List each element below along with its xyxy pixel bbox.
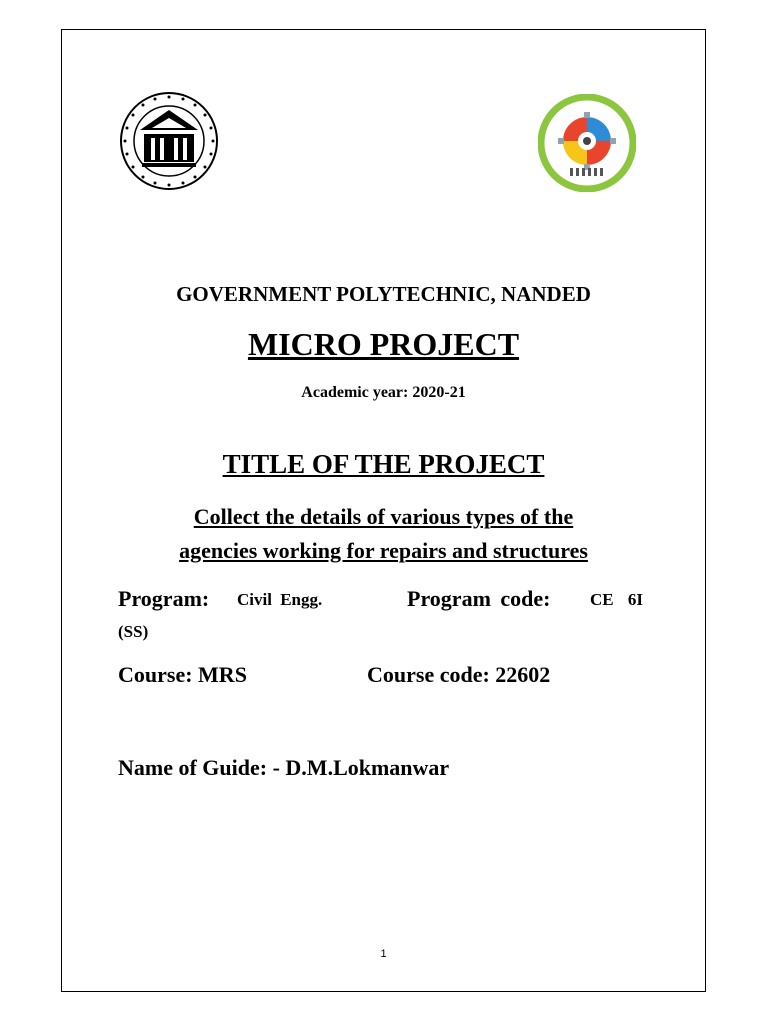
project-title-line-1: Collect the details of various types of the	[193, 504, 574, 529]
msbte-logo-icon	[118, 88, 220, 194]
page-number: 1	[380, 948, 387, 960]
project-title-line-2: agencies working for repairs and structures	[179, 538, 588, 563]
program-code-label: Program code:	[407, 586, 551, 611]
guide-name: Name of Guide: - D.M.Lokmanwar	[118, 755, 450, 780]
program-value: Civil Engg.	[237, 590, 323, 609]
course-code: Course code: 22602	[367, 662, 551, 687]
program-code-suffix: (SS)	[118, 622, 149, 641]
program-label: Program:	[118, 586, 210, 611]
page-heading: MICRO PROJECT	[247, 326, 520, 362]
institute-name: GOVERNMENT POLYTECHNIC, NANDED	[176, 282, 591, 306]
course-label: Course: MRS	[118, 662, 247, 687]
institute-emblem-icon	[538, 94, 636, 192]
academic-year: Academic year: 2020-21	[301, 384, 466, 401]
project-title-heading: TITLE OF THE PROJECT	[222, 449, 545, 479]
program-code-value: CE 6I	[590, 590, 643, 609]
